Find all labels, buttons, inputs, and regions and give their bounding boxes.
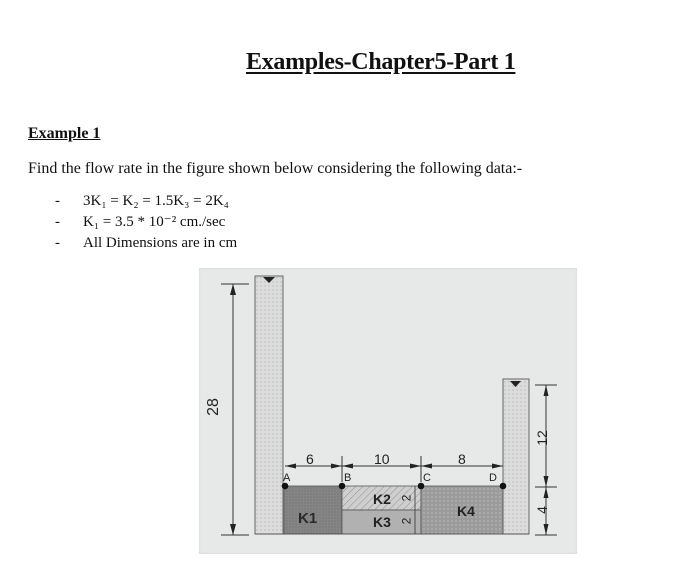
left-reservoir (255, 276, 283, 534)
length-8-label: 8 (458, 451, 466, 467)
length-10-label: 10 (374, 451, 390, 467)
page-title: Examples-Chapter5-Part 1 (246, 49, 516, 75)
given-data-list (55, 191, 237, 254)
soil-k2-label: K2 (373, 491, 391, 507)
given-ratio: 3K₁ = K₂ = 1.5K₃ = 2K₄ (83, 193, 229, 209)
bullet-dash: - (55, 214, 60, 230)
point-d-label: D (489, 472, 497, 484)
height-4-label: 4 (533, 506, 550, 514)
k2-thickness-label: 2 (399, 494, 414, 502)
bullet-dash: - (55, 193, 60, 209)
point-c-label: C (423, 472, 431, 484)
flow-diagram (199, 268, 577, 554)
length-6-label: 6 (306, 451, 314, 467)
height-12-label: 12 (533, 430, 550, 446)
problem-statement: Find the flow rate in the figure shown below considering the following data:- (28, 160, 523, 177)
given-item-units (55, 233, 237, 254)
height-28-label: 28 (204, 398, 222, 416)
right-reservoir (503, 379, 529, 534)
k3-thickness-label: 2 (399, 517, 414, 525)
given-units: All Dimensions are in cm (83, 235, 238, 251)
soil-k3-label: K3 (373, 514, 391, 530)
given-k1: K₁ = 3.5 * 10⁻² cm./sec (83, 214, 226, 230)
bullet-dash: - (55, 235, 60, 251)
given-item-ratio (55, 191, 237, 212)
point-a-label: A (283, 472, 291, 484)
flow-figure (199, 268, 577, 554)
soil-k1-label: K1 (298, 510, 318, 527)
soil-k4-label: K4 (457, 503, 475, 519)
example-heading: Example 1 (28, 125, 101, 142)
given-item-k1 (55, 212, 237, 233)
point-b-label: B (344, 472, 352, 484)
